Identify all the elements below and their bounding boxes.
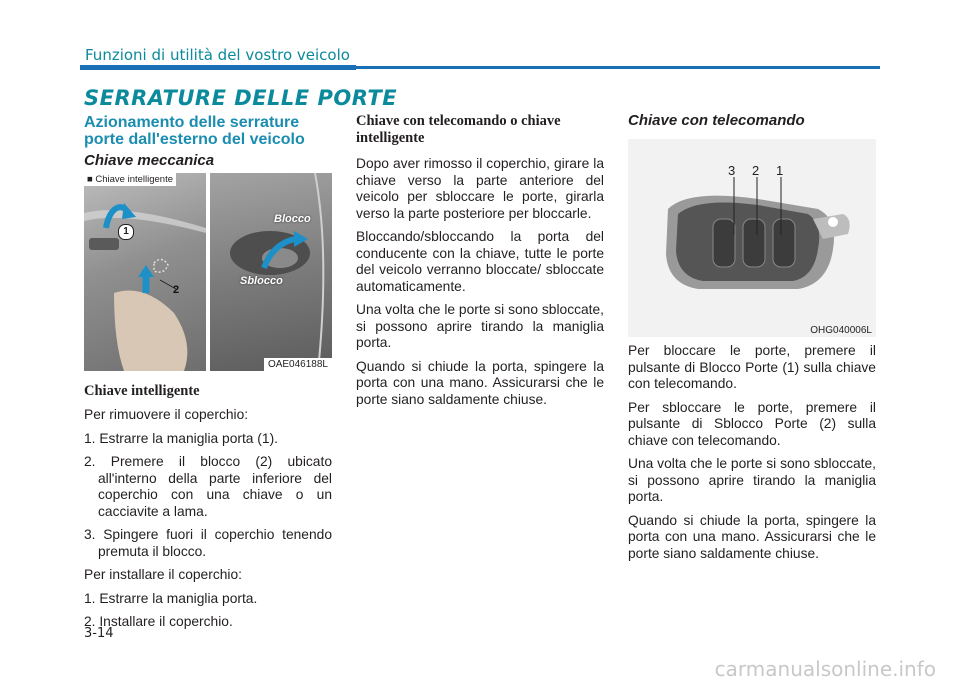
col2-paragraph: Una volta che le porte si sono sbloccate, si possono aprire tirando la maniglia porta. — [356, 302, 604, 350]
door-handle-illustration-left — [84, 173, 206, 371]
remote-key-heading: Chiave con telecomando — [628, 112, 805, 129]
image-code: OHG040006L — [806, 324, 876, 337]
label-lock: Blocco — [274, 213, 311, 225]
install-step: 2. Installare il coperchio. — [84, 614, 233, 629]
label-unlock: Sblocco — [240, 275, 283, 287]
door-handle-photo-left — [84, 173, 206, 371]
col2-paragraph: Quando si chiude la porta, spingere la porta con una mano. Assicurarsi che le porte siano saldamente chiuse. — [356, 358, 604, 407]
col3-paragraph: Quando si chiude la porta, spingere la porta con una mano. Assicurarsi che le porte siano saldamente chiuse. — [628, 512, 876, 561]
callout-2: 2 — [173, 284, 180, 296]
page-number: 3-14 — [84, 626, 114, 641]
subtitle: Azionamento delle serrature porte dall'esterno del veicolo — [84, 114, 305, 148]
image-caption: ■ Chiave intelligente — [84, 173, 176, 186]
page-title: SERRATURE DELLE PORTE — [84, 86, 398, 110]
remote-key-figure — [628, 139, 876, 337]
install-intro: Per installare il coperchio: — [84, 567, 242, 582]
callout-3: 3 — [728, 163, 736, 178]
col3-paragraph: Per bloccare le porte, premere il pulsante di Blocco Porte (1) sulla chiave con telecomando. — [628, 343, 876, 391]
remove-step: 2. Premere il blocco (2) ubicato all'interno della parte inferiore del coperchio con una chiave o un cacciavite a lama. — [84, 454, 332, 519]
remove-step: 3. Spingere fuori il coperchio tenendo premuta il blocco. — [84, 527, 332, 559]
col3-paragraph: Una volta che le porte si sono sbloccate, si possono aprire tirando la maniglia porta. — [628, 456, 876, 504]
callout-2: 2 — [752, 163, 760, 178]
col2-paragraph: Bloccando/sbloccando la porta del conducente con la chiave, tutte le porte del veicolo verranno bloccate/ sbloccate automaticamente. — [356, 229, 604, 294]
col2-paragraph: Dopo aver rimosso il coperchio, girare la chiave verso la parte anteriore del veicolo per sbloccare le porte, girarla verso la parte posteriore per bloccarle. — [356, 156, 604, 221]
watermark: carmanualsonline.info — [714, 657, 936, 681]
col3-paragraph: Per sbloccare le porte, premere il pulsante di Sblocco Porte (2) sulla chiave con telecomando. — [628, 399, 876, 448]
door-handle-figure — [84, 173, 332, 371]
col3-text — [628, 343, 876, 569]
callout-1: 1 — [776, 163, 784, 178]
col2-text — [356, 113, 604, 415]
install-step: 1. Estrarre la maniglia porta. — [84, 590, 258, 606]
callout-1: 1 — [118, 224, 134, 240]
smart-key-heading: Chiave intelligente — [84, 383, 200, 399]
door-handle-photo-right — [210, 173, 332, 371]
remote-smart-key-heading: Chiave con telecomando o chiave intelligente — [356, 113, 561, 146]
door-handle-illustration-right — [210, 173, 332, 371]
image-code: OAE046188L — [264, 358, 332, 371]
mech-key-heading: Chiave meccanica — [84, 152, 215, 169]
remove-step: 1. Estrarre la maniglia porta (1). — [84, 430, 278, 446]
remove-intro: Per rimuovere il coperchio: — [84, 407, 249, 422]
header-rule-accent — [80, 65, 356, 70]
section-label: Funzioni di utilità del vostro veicolo — [85, 46, 350, 64]
col1-text — [84, 383, 332, 638]
